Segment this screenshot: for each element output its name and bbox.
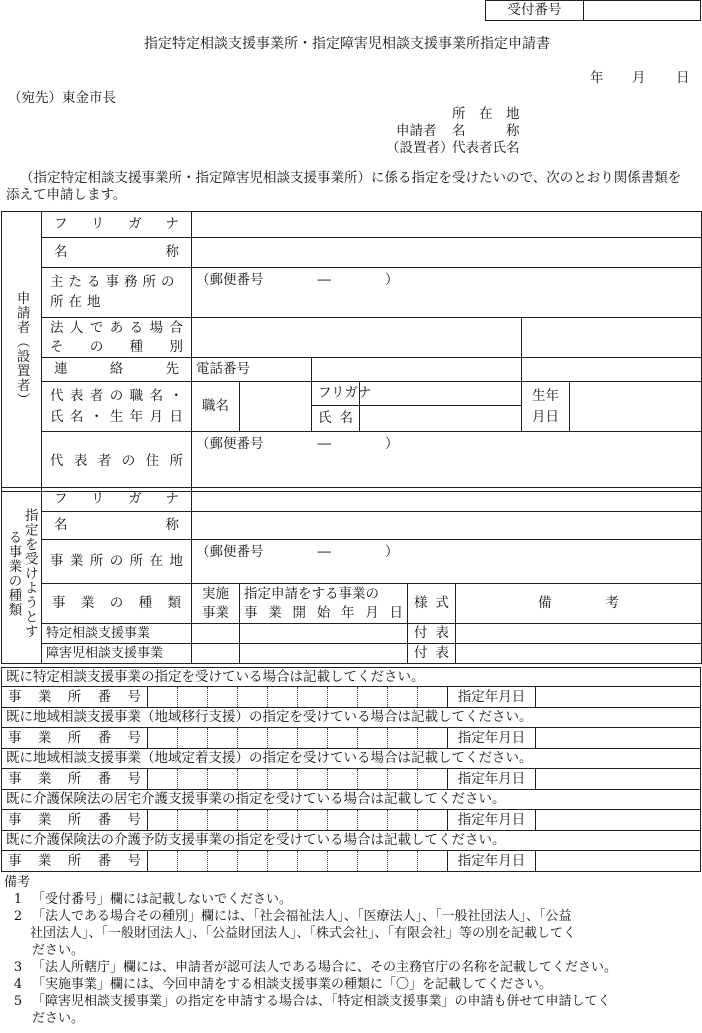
jurisdiction-field[interactable] <box>522 318 702 358</box>
office-number-field[interactable] <box>148 851 448 871</box>
table-row <box>2 624 702 644</box>
corp-type-label: 法人である場合 その種別 <box>42 318 192 358</box>
applicant-side-label: 申請者（設置者） <box>2 212 42 492</box>
existing-block-0 <box>1 667 701 708</box>
biz-row-name: 特定相談支援事業 <box>42 624 192 644</box>
existing-heading: 既に地域相談支援事業（地域定着支援）の指定を受けている場合は記載してください。 <box>1 749 701 769</box>
applicant-label: 申請者 <box>396 123 437 139</box>
designation-date-label: 指定年月日 <box>448 851 536 871</box>
rep-furigana-label: フリガナ <box>312 382 360 406</box>
existing-heading: 既に介護保険法の居宅介護支援事業の指定を受けている場合は記載してください。 <box>1 790 701 810</box>
existing-block-3 <box>1 790 701 831</box>
rep-furigana-field[interactable] <box>360 382 522 406</box>
phone-label: 電話番号 <box>192 358 312 382</box>
table-row <box>2 644 702 664</box>
start-date-field[interactable] <box>240 624 408 644</box>
designation-date-field[interactable] <box>536 769 700 789</box>
date-month: 月 <box>632 70 646 86</box>
corp-type-field[interactable] <box>192 318 522 358</box>
rep-address-field[interactable] <box>192 432 702 492</box>
form-value: 付表 <box>408 644 456 664</box>
rep-name-label: 氏名 <box>312 406 360 432</box>
notes <box>4 874 700 1027</box>
designation-date-field[interactable] <box>536 810 700 830</box>
office-number-field[interactable] <box>148 769 448 789</box>
representative-label: 代表者氏名 <box>452 140 520 156</box>
remarks-field[interactable] <box>456 644 702 664</box>
office-number-row <box>1 728 701 749</box>
business-furigana-field[interactable] <box>192 488 702 512</box>
office-number-label: 事業所番号 <box>2 851 148 871</box>
biz-row-name: 障害児相談支援事業 <box>42 644 192 664</box>
business-side-label: 指定を受けようとする事業の種類 <box>2 488 42 664</box>
note-item: 4 「実施事業」欄には、今回申請をする相談支援事業の種類に「〇」を記載してください。 <box>13 977 553 992</box>
rep-address-label: 代表者の住所 <box>42 432 192 492</box>
office-number-label: 事業所番号 <box>2 769 148 789</box>
phone-field[interactable] <box>312 358 522 382</box>
receipt-label: 受付番号 <box>486 1 584 21</box>
founder-label: （設置者） <box>386 140 454 156</box>
start-date-header: 指定申請をする事業の 事業開始年月日 <box>240 584 408 624</box>
birth-label: 生年 月日 <box>522 382 570 432</box>
intro-text: （指定特定相談支援事業所・指定障害児相談支援事業所）に係る指定を受けたいので、次のとおり関係書類を <box>20 170 682 186</box>
impl-field[interactable] <box>192 644 240 664</box>
name-label: 名称 <box>42 238 192 268</box>
rep-title-label: 職名 <box>192 382 240 432</box>
applicant-name-label: 名 称 <box>452 123 520 139</box>
office-number-field[interactable] <box>148 687 448 707</box>
applicant-table <box>1 211 702 492</box>
office-number-label: 事業所番号 <box>2 810 148 830</box>
date-day: 日 <box>676 70 690 86</box>
office-number-field[interactable] <box>148 728 448 748</box>
rep-info-label: 代表者の職名・ 氏名・生年月日 <box>42 382 192 432</box>
business-postal-code-label: （郵便番号 ― ） <box>196 544 399 560</box>
note-item: 3 「法人所轄庁」欄には、申請者が認可法人である場合に、その主務官庁の名称を記載してください。 <box>13 960 618 975</box>
note-item: 2 「法人である場合その種別」欄には、「社会福祉法人」、「医療法人」、「一般社団法人」、「公益 社団法人」、「一般財団法人」、「公益財団法人」、「株式会社」、「有限会社」等の別を記載してく ださい。 <box>13 909 577 958</box>
existing-heading: 既に特定相談支援事業の指定を受けている場合は記載してください。 <box>1 667 701 687</box>
receipt-box <box>485 0 701 21</box>
note-item: 5 「障害児相談支援事業」の指定を申請する場合は、「特定相談支援事業」の申請も併せて申請してく ださい。 <box>13 994 611 1026</box>
office-number-row <box>1 810 701 831</box>
designation-date-label: 指定年月日 <box>448 810 536 830</box>
impl-header: 実施 事業 <box>192 584 240 624</box>
office-number-label: 事業所番号 <box>2 687 148 707</box>
date-year: 年 <box>590 70 604 86</box>
designation-date-label: 指定年月日 <box>448 769 536 789</box>
birth-date-field[interactable] <box>570 382 702 432</box>
applicant-address-label: 所 在 地 <box>452 106 520 122</box>
business-table <box>1 487 702 664</box>
furigana-field[interactable] <box>192 212 702 238</box>
addressee: （宛先）東金市長 <box>8 90 116 106</box>
office-number-row <box>1 687 701 708</box>
office-number-row <box>1 769 701 790</box>
biz-type-header: 事業の種類 <box>42 584 192 624</box>
existing-heading: 既に地域相談支援事業（地域移行支援）の指定を受けている場合は記載してください。 <box>1 708 701 728</box>
existing-blocks <box>1 667 701 872</box>
designation-date-label: 指定年月日 <box>448 687 536 707</box>
remarks-header: 備 考 <box>456 584 702 624</box>
furigana-label: フリガナ <box>42 212 192 238</box>
office-address-label: 主たる事務所の所在地 <box>42 268 192 318</box>
designation-date-field[interactable] <box>536 728 700 748</box>
rep-title-field[interactable] <box>240 382 312 432</box>
business-furigana-label: フリガナ <box>42 488 192 512</box>
office-number-row <box>1 851 701 872</box>
designation-date-field[interactable] <box>536 687 700 707</box>
postal-code-label: （郵便番号 ― ） <box>196 272 399 288</box>
note-item: 1 「受付番号」欄には記載しないでください。 <box>13 892 293 907</box>
notes-heading: 備考 <box>4 875 31 890</box>
designation-date-label: 指定年月日 <box>448 728 536 748</box>
rep-postal-code-label: （郵便番号 ― ） <box>196 436 399 452</box>
business-name-label: 名称 <box>42 512 192 540</box>
contact-label: 連絡先 <box>42 358 192 382</box>
fax-field[interactable] <box>522 358 702 382</box>
existing-heading: 既に介護保険法の介護予防支援事業の指定を受けている場合は記載してください。 <box>1 831 701 851</box>
name-field[interactable] <box>192 238 702 268</box>
office-number-field[interactable] <box>148 810 448 830</box>
existing-block-2 <box>1 749 701 790</box>
document-title: 指定特定相談支援事業所・指定障害児相談支援事業所指定申請書 <box>144 36 550 52</box>
office-address-field[interactable] <box>192 268 702 318</box>
start-date-field[interactable] <box>240 644 408 664</box>
business-name-field[interactable] <box>192 512 702 540</box>
form-value: 付表 <box>408 624 456 644</box>
business-address-label: 事業所の所在地 <box>42 540 192 584</box>
business-address-field[interactable] <box>192 540 702 584</box>
receipt-number-field[interactable] <box>584 1 701 21</box>
existing-block-1 <box>1 708 701 749</box>
impl-field[interactable] <box>192 624 240 644</box>
rep-name-field[interactable] <box>360 406 522 432</box>
office-number-label: 事業所番号 <box>2 728 148 748</box>
remarks-field[interactable] <box>456 624 702 644</box>
form-header: 様式 <box>408 584 456 624</box>
intro-text-2: 添えて申請します。 <box>6 187 127 203</box>
existing-block-4 <box>1 831 701 872</box>
designation-date-field[interactable] <box>536 851 700 871</box>
